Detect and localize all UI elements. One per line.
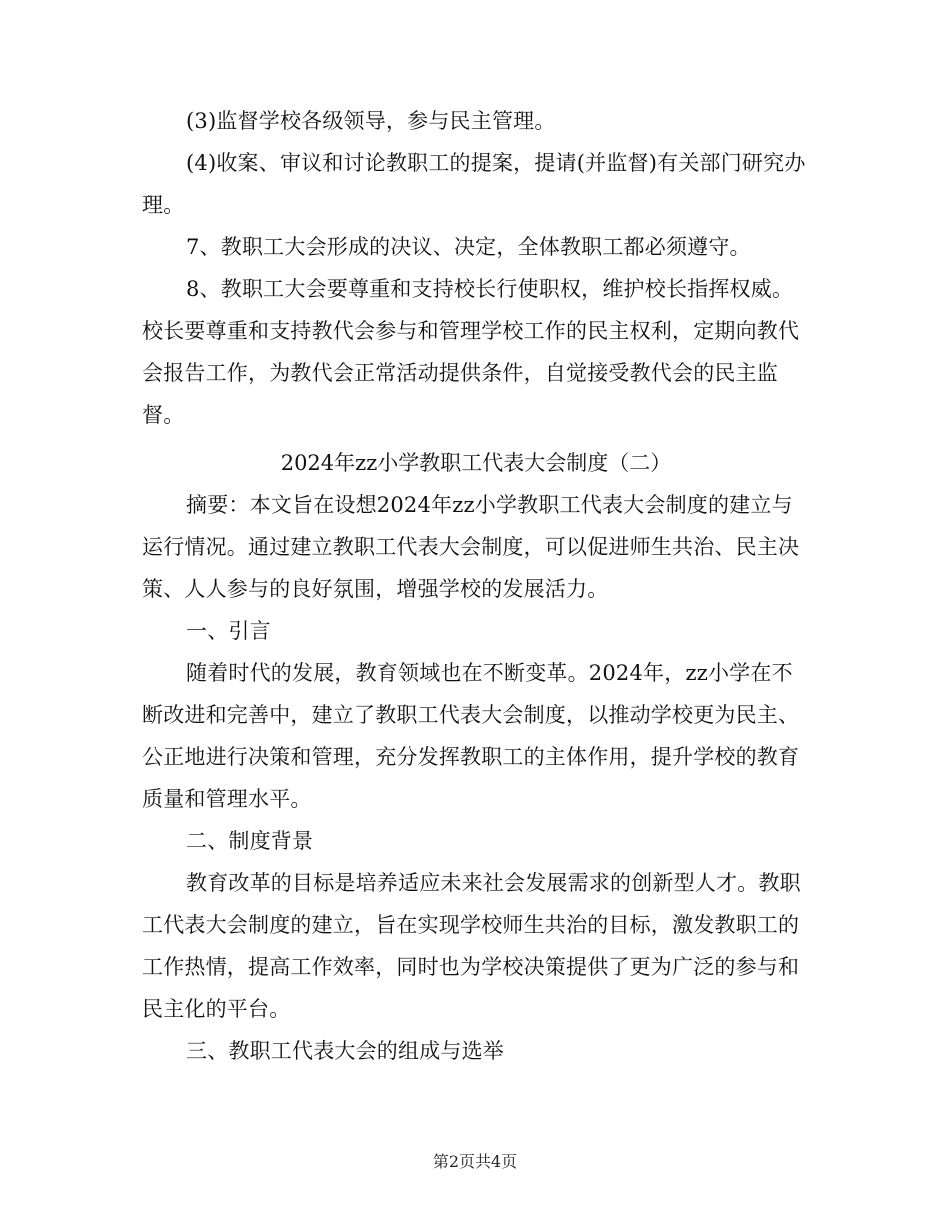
paragraph-rule-7: 7、教职工大会形成的决议、决定，全体教职工都必须遵守。 [186,235,751,259]
page-footer: 第2页共4页 [432,1152,518,1171]
body-text-upper [142,100,810,436]
paragraph-item-3: (3)监督学校各级领导，参与民主管理。 [186,109,556,133]
background-paragraph: 教育改革的目标是培养适应未来社会发展需求的创新型人才。教职工代表大会制度的建立，旨在实现学校师生共治的目标，激发教职工的工作热情，提高工作效率，同时也为学校决策提供了更为广泛的参与和民主化的平台。 [142,871,801,1021]
heading-composition: 三、教职工代表大会的组成与选举 [186,1039,504,1063]
heading-introduction: 一、引言 [186,619,271,643]
abstract-paragraph: 摘要：本文旨在设想2024年zz小学教职工代表大会制度的建立与运行情况。通过建立教职工代表大会制度，可以促进师生共治、民主决策、人人参与的良好氛围，增强学校的发展活力。 [142,493,800,601]
body-text-lower [142,484,810,1072]
introduction-paragraph: 随着时代的发展，教育领域也在不断变革。2024年，zz小学在不断改进和完善中，建立了教职工代表大会制度，以推动学校更为民主、公正地进行决策和管理，充分发挥教职工的主体作用，提升学校的教育质量和管理水平。 [142,661,800,811]
heading-background: 二、制度背景 [186,829,314,853]
section-title: 2024年zz小学教职工代表大会制度（二） [280,451,672,475]
paragraph-item-4: (4)收案、审议和讨论教职工的提案，提请(并监督)有关部门研究办理。 [142,151,806,217]
paragraph-rule-8: 8、教职工大会要尊重和支持校长行使职权，维护校长指挥权威。校长要尊重和支持教代会参与和管理学校工作的民主权利，定期向教代会报告工作，为教代会正常活动提供条件，自觉接受教代会的民主监督。 [142,277,800,427]
